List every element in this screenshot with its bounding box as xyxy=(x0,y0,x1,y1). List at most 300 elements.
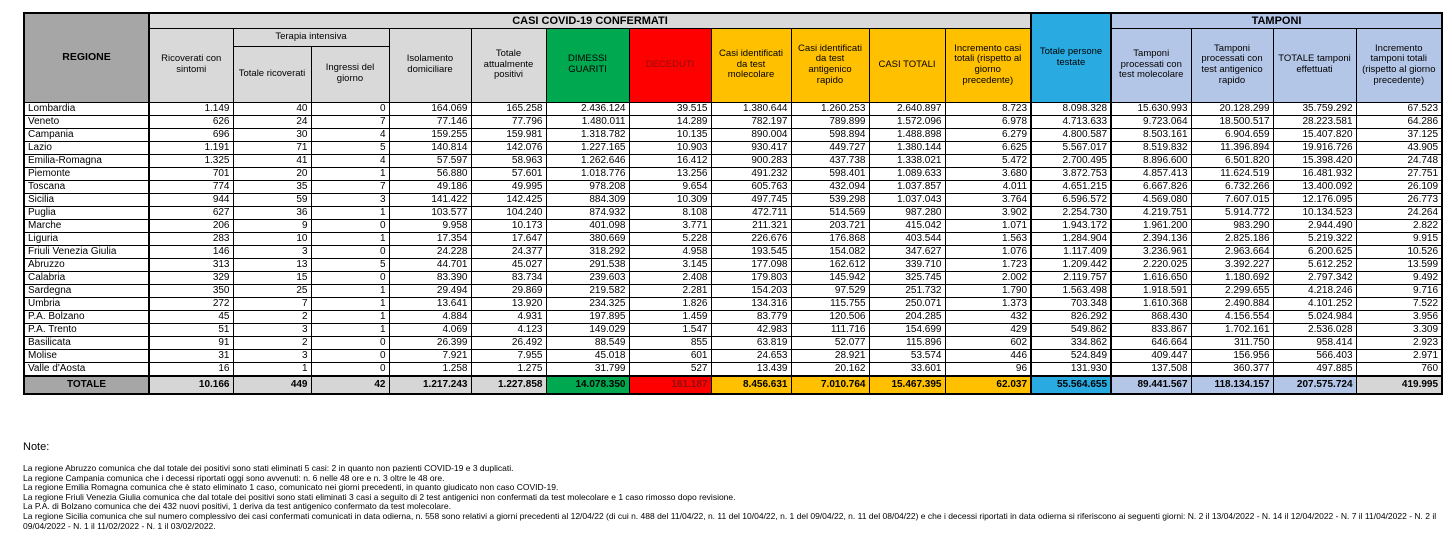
note-line: La regione Emilia Romagna comunica che è stato eliminato 1 caso, comunicato nei giorni precedenti, in quanto giudicato non caso COVID-19. xyxy=(23,482,559,493)
note-line: La regione Friuli Venezia Giulia comunica che dal totale dei positivi sono stati eliminati 3 casi a seguito di 2 test antigenici non confermati da test molecolare e 1 caso rimosso dopo revisione. xyxy=(23,491,736,502)
totale-row xyxy=(24,376,1442,394)
value-cell: 35.759.292 xyxy=(1273,102,1356,115)
value-cell: 524.849 xyxy=(1031,349,1111,362)
value-cell: 2.119.757 xyxy=(1031,271,1111,284)
value-cell: 2.971 xyxy=(1356,349,1442,362)
table-row xyxy=(24,206,1442,219)
value-cell: 9.958 xyxy=(389,219,471,232)
value-cell: 4.156.554 xyxy=(1191,310,1273,323)
region-name-cell: Abruzzo xyxy=(24,258,149,271)
value-cell: 1 xyxy=(311,284,389,297)
value-cell: 3.771 xyxy=(629,219,711,232)
value-cell: 20 xyxy=(233,167,311,180)
value-cell: 1.338.021 xyxy=(869,154,945,167)
value-cell: 983.290 xyxy=(1191,219,1273,232)
value-cell: 1 xyxy=(311,297,389,310)
totale-value-cell: 161.187 xyxy=(629,376,711,394)
value-cell: 142.425 xyxy=(471,193,546,206)
value-cell: 5.612.252 xyxy=(1273,258,1356,271)
value-cell: 350 xyxy=(149,284,233,297)
value-cell: 4 xyxy=(311,128,389,141)
value-cell: 5.219.322 xyxy=(1273,232,1356,245)
value-cell: 63.819 xyxy=(711,336,791,349)
value-cell: 234.325 xyxy=(546,297,629,310)
value-cell: 104.240 xyxy=(471,206,546,219)
value-cell: 45 xyxy=(149,310,233,323)
value-cell: 7.921 xyxy=(389,349,471,362)
value-cell: 57.601 xyxy=(471,167,546,180)
value-cell: 2.408 xyxy=(629,271,711,284)
value-cell: 1.723 xyxy=(945,258,1031,271)
value-cell: 1.209.442 xyxy=(1031,258,1111,271)
value-cell: 283 xyxy=(149,232,233,245)
value-cell: 774 xyxy=(149,180,233,193)
value-cell: 2.700.495 xyxy=(1031,154,1111,167)
value-cell: 6.732.266 xyxy=(1191,180,1273,193)
value-cell: 6.501.820 xyxy=(1191,154,1273,167)
value-cell: 8.723 xyxy=(945,102,1031,115)
value-cell: 17.647 xyxy=(471,232,546,245)
value-cell: 497.885 xyxy=(1273,362,1356,376)
value-cell: 1.826 xyxy=(629,297,711,310)
value-cell: 9.915 xyxy=(1356,232,1442,245)
totale-value-cell: 10.166 xyxy=(149,376,233,394)
value-cell: 149.029 xyxy=(546,323,629,336)
value-cell: 3.236.961 xyxy=(1111,245,1191,258)
value-cell: 1.547 xyxy=(629,323,711,336)
value-cell: 159.255 xyxy=(389,128,471,141)
value-cell: 5.228 xyxy=(629,232,711,245)
value-cell: 131.930 xyxy=(1031,362,1111,376)
value-cell: 403.544 xyxy=(869,232,945,245)
value-cell: 11.624.519 xyxy=(1191,167,1273,180)
value-cell: 1.076 xyxy=(945,245,1031,258)
value-cell: 96 xyxy=(945,362,1031,376)
value-cell: 42.983 xyxy=(711,323,791,336)
value-cell: 2.490.884 xyxy=(1191,297,1273,310)
value-cell: 4.857.413 xyxy=(1111,167,1191,180)
totale-value-cell: 14.078.350 xyxy=(546,376,629,394)
value-cell: 3.872.753 xyxy=(1031,167,1111,180)
value-cell: 1.191 xyxy=(149,141,233,154)
value-cell: 44.701 xyxy=(389,258,471,271)
table-row xyxy=(24,115,1442,128)
value-cell: 437.738 xyxy=(791,154,869,167)
value-cell: 2.923 xyxy=(1356,336,1442,349)
region-name-cell: Toscana xyxy=(24,180,149,193)
region-name-cell: Basilicata xyxy=(24,336,149,349)
value-cell: 8.108 xyxy=(629,206,711,219)
value-cell: 2.299.655 xyxy=(1191,284,1273,297)
value-cell: 7.522 xyxy=(1356,297,1442,310)
region-name-cell: P.A. Trento xyxy=(24,323,149,336)
table-row xyxy=(24,323,1442,336)
value-cell: 472.711 xyxy=(711,206,791,219)
value-cell: 3 xyxy=(233,245,311,258)
header-dimessi-guariti: DIMESSI GUARITI xyxy=(546,28,629,102)
value-cell: 449.727 xyxy=(791,141,869,154)
value-cell: 958.414 xyxy=(1273,336,1356,349)
value-cell: 360.377 xyxy=(1191,362,1273,376)
value-cell: 203.721 xyxy=(791,219,869,232)
value-cell: 2.536.028 xyxy=(1273,323,1356,336)
value-cell: 36 xyxy=(233,206,311,219)
value-cell: 2.254.730 xyxy=(1031,206,1111,219)
value-cell: 197.895 xyxy=(546,310,629,323)
value-cell: 29.494 xyxy=(389,284,471,297)
value-cell: 26.109 xyxy=(1356,180,1442,193)
region-name-cell: Sardegna xyxy=(24,284,149,297)
value-cell: 9.492 xyxy=(1356,271,1442,284)
totale-value-cell: 118.134.157 xyxy=(1191,376,1273,394)
totale-label-cell: TOTALE xyxy=(24,376,149,394)
region-name-cell: Umbria xyxy=(24,297,149,310)
value-cell: 2.220.025 xyxy=(1111,258,1191,271)
value-cell: 10 xyxy=(233,232,311,245)
region-name-cell: Lazio xyxy=(24,141,149,154)
value-cell: 3.145 xyxy=(629,258,711,271)
value-cell: 0 xyxy=(311,102,389,115)
header-persone-testate: Totale persone testate xyxy=(1031,13,1111,102)
value-cell: 37.125 xyxy=(1356,128,1442,141)
value-cell: 432 xyxy=(945,310,1031,323)
value-cell: 1.037.043 xyxy=(869,193,945,206)
value-cell: 2 xyxy=(233,336,311,349)
value-cell: 7 xyxy=(233,297,311,310)
value-cell: 16.412 xyxy=(629,154,711,167)
value-cell: 5.024.984 xyxy=(1273,310,1356,323)
value-cell: 6.667.826 xyxy=(1111,180,1191,193)
header-totale-ricoverati: Totale ricoverati xyxy=(233,46,311,102)
value-cell: 6.904.659 xyxy=(1191,128,1273,141)
value-cell: 549.862 xyxy=(1031,323,1111,336)
value-cell: 2.002 xyxy=(945,271,1031,284)
value-cell: 380.669 xyxy=(546,232,629,245)
header-totale-tamponi: TOTALE tamponi effettuati xyxy=(1273,28,1356,102)
value-cell: 311.750 xyxy=(1191,336,1273,349)
value-cell: 40 xyxy=(233,102,311,115)
value-cell: 97.529 xyxy=(791,284,869,297)
value-cell: 24.653 xyxy=(711,349,791,362)
value-cell: 0 xyxy=(311,336,389,349)
value-cell: 1 xyxy=(311,206,389,219)
value-cell: 325.745 xyxy=(869,271,945,284)
value-cell: 13.641 xyxy=(389,297,471,310)
value-cell: 141.422 xyxy=(389,193,471,206)
header-tamponi-molecolare: Tamponi processati con test molecolare xyxy=(1111,28,1191,102)
value-cell: 15.630.993 xyxy=(1111,102,1191,115)
value-cell: 27.751 xyxy=(1356,167,1442,180)
value-cell: 1 xyxy=(233,362,311,376)
value-cell: 137.508 xyxy=(1111,362,1191,376)
totale-value-cell: 89.441.567 xyxy=(1111,376,1191,394)
region-name-cell: Veneto xyxy=(24,115,149,128)
header-casi-totali: CASI TOTALI xyxy=(869,28,945,102)
header-isolamento-domiciliare: Isolamento domiciliare xyxy=(389,28,471,102)
value-cell: 760 xyxy=(1356,362,1442,376)
value-cell: 77.796 xyxy=(471,115,546,128)
value-cell: 35 xyxy=(233,180,311,193)
table-row xyxy=(24,219,1442,232)
value-cell: 1.037.857 xyxy=(869,180,945,193)
value-cell: 601 xyxy=(629,349,711,362)
covid-data-table xyxy=(23,12,1443,395)
value-cell: 4.800.587 xyxy=(1031,128,1111,141)
value-cell: 339.710 xyxy=(869,258,945,271)
value-cell: 28.921 xyxy=(791,349,869,362)
value-cell: 782.197 xyxy=(711,115,791,128)
value-cell: 6.625 xyxy=(945,141,1031,154)
totale-value-cell: 55.564.655 xyxy=(1031,376,1111,394)
value-cell: 598.894 xyxy=(791,128,869,141)
totale-value-cell: 419.995 xyxy=(1356,376,1442,394)
value-cell: 41 xyxy=(233,154,311,167)
casi-confermati-band: CASI COVID-19 CONFERMATI xyxy=(149,13,1031,28)
value-cell: 5.567.017 xyxy=(1031,141,1111,154)
value-cell: 8.503.161 xyxy=(1111,128,1191,141)
value-cell: 313 xyxy=(149,258,233,271)
value-cell: 1.318.782 xyxy=(546,128,629,141)
value-cell: 9.716 xyxy=(1356,284,1442,297)
value-cell: 415.042 xyxy=(869,219,945,232)
value-cell: 145.942 xyxy=(791,271,869,284)
value-cell: 56.880 xyxy=(389,167,471,180)
value-cell: 884.309 xyxy=(546,193,629,206)
value-cell: 146 xyxy=(149,245,233,258)
region-name-cell: Puglia xyxy=(24,206,149,219)
totale-value-cell: 7.010.764 xyxy=(791,376,869,394)
value-cell: 64.286 xyxy=(1356,115,1442,128)
value-cell: 868.430 xyxy=(1111,310,1191,323)
value-cell: 1 xyxy=(311,167,389,180)
value-cell: 514.569 xyxy=(791,206,869,219)
value-cell: 4.884 xyxy=(389,310,471,323)
value-cell: 2.640.897 xyxy=(869,102,945,115)
value-cell: 1.373 xyxy=(945,297,1031,310)
value-cell: 1.275 xyxy=(471,362,546,376)
value-cell: 626 xyxy=(149,115,233,128)
value-cell: 1 xyxy=(311,232,389,245)
value-cell: 539.298 xyxy=(791,193,869,206)
value-cell: 446 xyxy=(945,349,1031,362)
value-cell: 10.135 xyxy=(629,128,711,141)
value-cell: 1.480.011 xyxy=(546,115,629,128)
value-cell: 1.459 xyxy=(629,310,711,323)
value-cell: 11.396.894 xyxy=(1191,141,1273,154)
region-name-cell: Sicilia xyxy=(24,193,149,206)
table-row xyxy=(24,141,1442,154)
value-cell: 1.262.646 xyxy=(546,154,629,167)
header-casi-antigenico: Casi identificati da test antigenico rapido xyxy=(791,28,869,102)
value-cell: 88.549 xyxy=(546,336,629,349)
value-cell: 115.755 xyxy=(791,297,869,310)
value-cell: 13.439 xyxy=(711,362,791,376)
value-cell: 164.069 xyxy=(389,102,471,115)
header-ricoverati-sintomi: Ricoverati con sintomi xyxy=(149,28,233,102)
note-line: La regione Sicilia comunica che sul numero complessivo dei casi confermati comunicati in data odierna, n. 558 sono relativi a giorni precedenti al 12/04/22 (di cui n. 488 del 11/04/22, n. 11 del 10/04/22, n. 1 del 09/04/22, n. 11 del 08/04/22) e che i decessi riportati in data odierna si riferiscono ai seguenti giorni: N. 2 il 13/04/2022 - N. 14 il 12/04/2022 - N. 7 il 11/04/2022 - N. 2 il 09/04/2022 - N. 1 il 11/02/2022 - N. 1 il 03/02/2022. xyxy=(23,510,1437,531)
value-cell: 347.627 xyxy=(869,245,945,258)
value-cell: 58.963 xyxy=(471,154,546,167)
notes-list xyxy=(23,464,1441,531)
value-cell: 291.538 xyxy=(546,258,629,271)
value-cell: 602 xyxy=(945,336,1031,349)
table-row xyxy=(24,310,1442,323)
value-cell: 10.903 xyxy=(629,141,711,154)
value-cell: 5.472 xyxy=(945,154,1031,167)
value-cell: 1.071 xyxy=(945,219,1031,232)
value-cell: 31.799 xyxy=(546,362,629,376)
value-cell: 83.734 xyxy=(471,271,546,284)
value-cell: 52.077 xyxy=(791,336,869,349)
value-cell: 598.401 xyxy=(791,167,869,180)
value-cell: 206 xyxy=(149,219,233,232)
value-cell: 15.398.420 xyxy=(1273,154,1356,167)
value-cell: 0 xyxy=(311,362,389,376)
value-cell: 53.574 xyxy=(869,349,945,362)
value-cell: 251.732 xyxy=(869,284,945,297)
value-cell: 703.348 xyxy=(1031,297,1111,310)
header-deceduti: DECEDUTI xyxy=(629,28,711,102)
value-cell: 45.018 xyxy=(546,349,629,362)
value-cell: 789.899 xyxy=(791,115,869,128)
value-cell: 272 xyxy=(149,297,233,310)
table-row xyxy=(24,245,1442,258)
value-cell: 111.716 xyxy=(791,323,869,336)
value-cell: 18.500.517 xyxy=(1191,115,1273,128)
value-cell: 3 xyxy=(233,349,311,362)
value-cell: 566.403 xyxy=(1273,349,1356,362)
value-cell: 13 xyxy=(233,258,311,271)
value-cell: 1.616.650 xyxy=(1111,271,1191,284)
value-cell: 2 xyxy=(233,310,311,323)
value-cell: 26.399 xyxy=(389,336,471,349)
value-cell: 67.523 xyxy=(1356,102,1442,115)
value-cell: 14.289 xyxy=(629,115,711,128)
value-cell: 1.284.904 xyxy=(1031,232,1111,245)
notes-title: Note: xyxy=(23,441,50,453)
table-row xyxy=(24,258,1442,271)
value-cell: 115.896 xyxy=(869,336,945,349)
value-cell: 177.098 xyxy=(711,258,791,271)
value-cell: 1.961.200 xyxy=(1111,219,1191,232)
value-cell: 24.264 xyxy=(1356,206,1442,219)
value-cell: 874.932 xyxy=(546,206,629,219)
value-cell: 900.283 xyxy=(711,154,791,167)
value-cell: 432.094 xyxy=(791,180,869,193)
value-cell: 3.309 xyxy=(1356,323,1442,336)
value-cell: 211.321 xyxy=(711,219,791,232)
value-cell: 15.407.820 xyxy=(1273,128,1356,141)
value-cell: 1.572.096 xyxy=(869,115,945,128)
value-cell: 7.955 xyxy=(471,349,546,362)
value-cell: 140.814 xyxy=(389,141,471,154)
table-row xyxy=(24,193,1442,206)
totale-value-cell: 8.456.631 xyxy=(711,376,791,394)
value-cell: 401.098 xyxy=(546,219,629,232)
value-cell: 4.931 xyxy=(471,310,546,323)
value-cell: 176.868 xyxy=(791,232,869,245)
value-cell: 4.569.080 xyxy=(1111,193,1191,206)
value-cell: 13.256 xyxy=(629,167,711,180)
value-cell: 497.745 xyxy=(711,193,791,206)
value-cell: 429 xyxy=(945,323,1031,336)
value-cell: 1.149 xyxy=(149,102,233,115)
value-cell: 1.790 xyxy=(945,284,1031,297)
table-row xyxy=(24,297,1442,310)
region-name-cell: Piemonte xyxy=(24,167,149,180)
value-cell: 3.764 xyxy=(945,193,1031,206)
value-cell: 154.082 xyxy=(791,245,869,258)
value-cell: 0 xyxy=(311,271,389,284)
value-cell: 83.779 xyxy=(711,310,791,323)
table-body xyxy=(24,102,1442,394)
value-cell: 987.280 xyxy=(869,206,945,219)
totale-value-cell: 15.467.395 xyxy=(869,376,945,394)
header-casi-molecolare: Casi identificati da test molecolare xyxy=(711,28,791,102)
value-cell: 334.862 xyxy=(1031,336,1111,349)
value-cell: 0 xyxy=(311,349,389,362)
value-cell: 156.956 xyxy=(1191,349,1273,362)
value-cell: 33.601 xyxy=(869,362,945,376)
value-cell: 491.232 xyxy=(711,167,791,180)
value-cell: 1.260.253 xyxy=(791,102,869,115)
region-name-cell: Calabria xyxy=(24,271,149,284)
notes-section xyxy=(23,441,1441,531)
value-cell: 1.943.172 xyxy=(1031,219,1111,232)
table-row xyxy=(24,167,1442,180)
table-row xyxy=(24,128,1442,141)
value-cell: 250.071 xyxy=(869,297,945,310)
table-row xyxy=(24,271,1442,284)
value-cell: 1.089.633 xyxy=(869,167,945,180)
value-cell: 1.702.161 xyxy=(1191,323,1273,336)
value-cell: 1.563.498 xyxy=(1031,284,1111,297)
value-cell: 4.101.252 xyxy=(1273,297,1356,310)
value-cell: 6.200.625 xyxy=(1273,245,1356,258)
value-cell: 1.610.368 xyxy=(1111,297,1191,310)
value-cell: 24 xyxy=(233,115,311,128)
value-cell: 944 xyxy=(149,193,233,206)
value-cell: 4.958 xyxy=(629,245,711,258)
table-row xyxy=(24,232,1442,245)
totale-value-cell: 42 xyxy=(311,376,389,394)
value-cell: 154.203 xyxy=(711,284,791,297)
header-attualmente-positivi: Totale attualmente positivi xyxy=(471,28,546,102)
value-cell: 10.173 xyxy=(471,219,546,232)
value-cell: 696 xyxy=(149,128,233,141)
value-cell: 5 xyxy=(311,141,389,154)
value-cell: 24.228 xyxy=(389,245,471,258)
value-cell: 826.292 xyxy=(1031,310,1111,323)
value-cell: 31 xyxy=(149,349,233,362)
value-cell: 219.582 xyxy=(546,284,629,297)
value-cell: 43.905 xyxy=(1356,141,1442,154)
value-cell: 5.914.772 xyxy=(1191,206,1273,219)
region-name-cell: Marche xyxy=(24,219,149,232)
value-cell: 26.492 xyxy=(471,336,546,349)
value-cell: 10.309 xyxy=(629,193,711,206)
value-cell: 1.918.591 xyxy=(1111,284,1191,297)
value-cell: 9 xyxy=(233,219,311,232)
value-cell: 3.680 xyxy=(945,167,1031,180)
value-cell: 1.227.165 xyxy=(546,141,629,154)
value-cell: 120.506 xyxy=(791,310,869,323)
value-cell: 527 xyxy=(629,362,711,376)
table-row xyxy=(24,102,1442,115)
value-cell: 16 xyxy=(149,362,233,376)
value-cell: 7.607.015 xyxy=(1191,193,1273,206)
header-ingressi-giorno: Ingressi del giorno xyxy=(311,46,389,102)
